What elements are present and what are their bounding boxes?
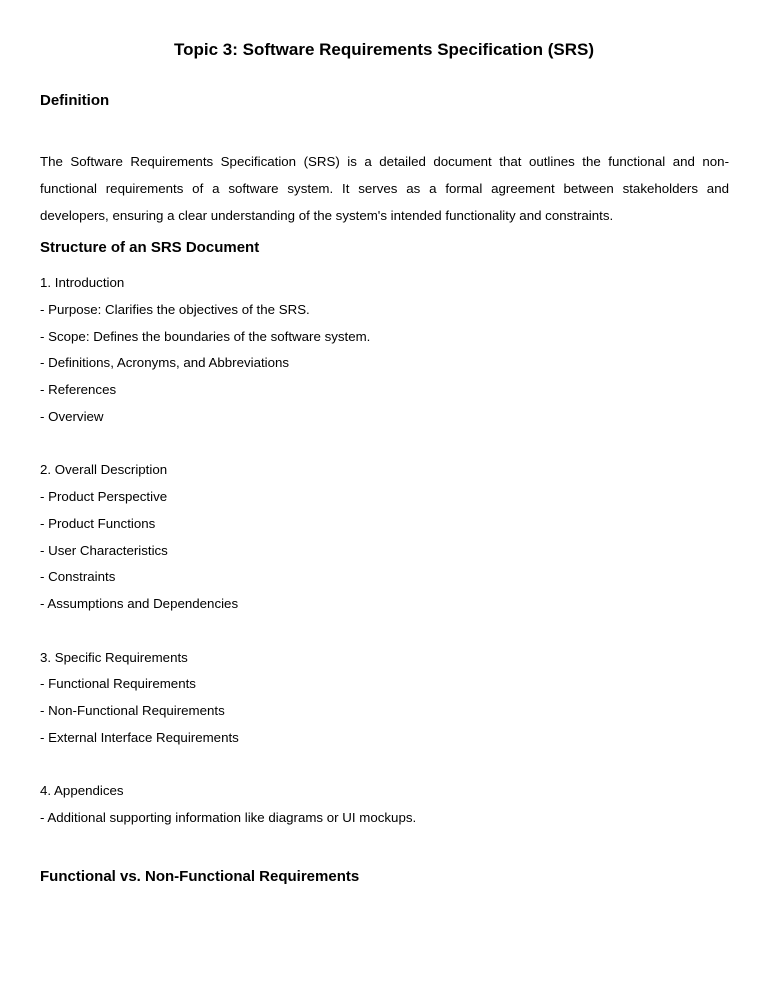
list-item: - Additional supporting information like diagrams or UI mockups. [40, 810, 417, 825]
section-title: 2. Overall Description [40, 462, 168, 478]
section-title: 4. Appendices [40, 783, 124, 799]
list-item: - Purpose: Clarifies the objectives of the SRS. [40, 301, 310, 317]
page-title: Topic 3: Software Requirements Specification (SRS) [173, 40, 595, 59]
list-item: - External Interface Requirements [40, 729, 239, 745]
list-item: - Non-Functional Requirements [40, 703, 225, 718]
list-item: - Overview [40, 408, 104, 424]
list-item: - Definitions, Acronyms, and Abbreviations [40, 355, 290, 371]
list-item: - Constraints [40, 569, 116, 585]
definition-paragraph: The Software Requirements Specification (SRS) is a detailed document that outlines the functional and non-functional requirements of a software system. It serves as a formal agreement between stakeholders and developers, ensuring a clear understanding of the system's intended functionality and constraints. [40, 154, 729, 223]
blank-line [40, 618, 416, 645]
list-item: - Functional Requirements [40, 676, 196, 692]
list-item: - Assumptions and Dependencies [40, 596, 239, 611]
list-item: - User Characteristics [40, 542, 168, 558]
list-item: - Product Perspective [40, 489, 168, 504]
list-item: - Product Functions [40, 515, 156, 531]
section-title: 1. Introduction [40, 275, 125, 290]
definition-heading: Definition [40, 92, 110, 109]
blank-line [40, 431, 416, 458]
list-item: - References [40, 382, 117, 397]
structure-list [40, 270, 416, 832]
structure-heading: Structure of an SRS Document [40, 239, 260, 256]
functional-vs-nonfunctional-heading: Functional vs. Non-Functional Requirements [40, 868, 360, 885]
blank-line [40, 752, 416, 779]
list-item: - Scope: Defines the boundaries of the software system. [40, 328, 371, 344]
section-title: 3. Specific Requirements [40, 649, 188, 665]
